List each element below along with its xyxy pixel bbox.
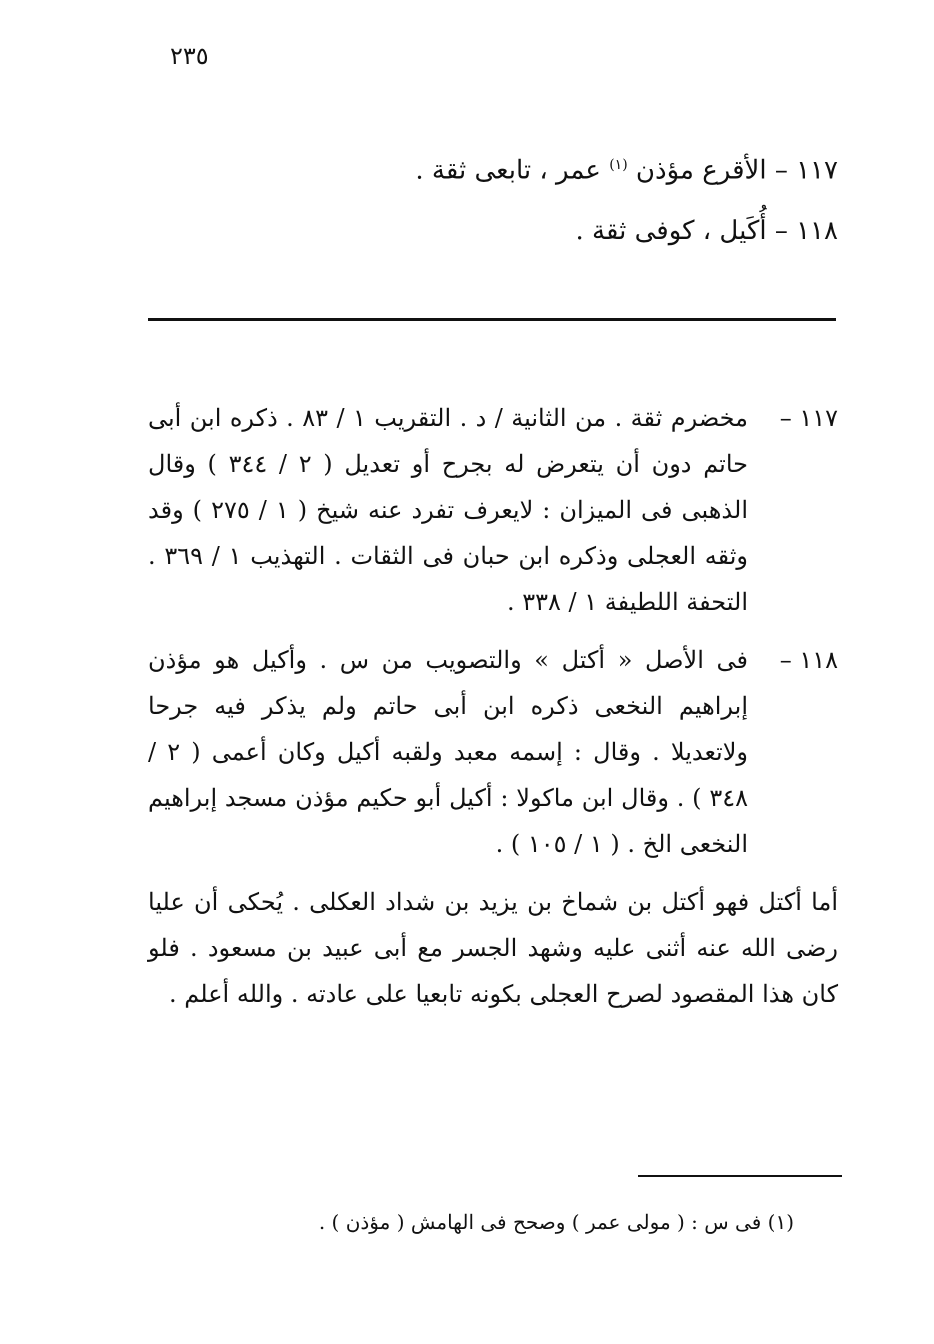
entry-name: الأقرع مؤذن [635,155,767,186]
entry-118 [118,201,838,261]
note-text: فى الأصل « أكتل » والتصويب من س . وأكيل هو مؤذن إبراهيم النخعى ذكره ابن أبى حاتم ولم يذكر فيه جرحا ولاتعديلا . وقال : إسمه معبد ولقبه أكيل وكان أعمى ( ٢ / ٣٤٨ ) . وقال ابن ماكولا : أكيل أبو حكيم مؤذن مسجد إبراهيم النخعى الخ . ( ١ / ١٠٥ ) . [148,646,749,858]
note-117 [148,395,838,625]
entry-117 [118,135,838,201]
footnote-rule [638,1175,842,1177]
note-118 [148,637,838,867]
section-divider [148,318,836,321]
main-text [118,135,838,261]
entry-number: ١١٧ – [774,155,838,186]
commentary-paragraph: أما أكتل فهو أكتل بن شماخ بن يزيد بن شداد العكلى . يُحكى أن عليا رضى الله عنه أثنى عليه وشهد الجسر مع أبى عبيد بن مسعود . فلو كان هذا المقصود لصرح العجلى بكونه تابعيا على عادته . والله أعلم . [148,888,839,1008]
notes-section [148,395,838,1017]
footnote-marker: (١) [609,157,628,173]
entry-text: أُكَيل ، كوفى ثقة . [575,215,767,246]
footnote: (١) فى س : ( مولى عمر ) وصحح فى الهامش ( مؤذن ) . [318,1210,794,1234]
entry-number: ١١٨ – [774,215,838,246]
note-number: ١١٨ – [779,646,838,674]
note-text: مخضرم ثقة . من الثانية / د . التقريب ١ / ٨٣ . ذكره ابن أبى حاتم دون أن يتعرض له بجرح أو تعديل ( ٢ / ٣٤٤ ) وقال الذهبى فى الميزان : لايعرف تفرد عنه شيخ ( ١ / ٢٧٥ ) وقد وثقه العجلى وذكره ابن حبان فى الثقات . التهذيب ١ / ٣٦٩ . التحفة اللطيفة ١ / ٣٣٨ . [148,404,749,616]
page-number: ٢٣٥ [170,42,209,70]
note-number: ١١٧ – [779,404,838,432]
entry-text: عمر ، تابعى ثقة . [415,155,601,186]
